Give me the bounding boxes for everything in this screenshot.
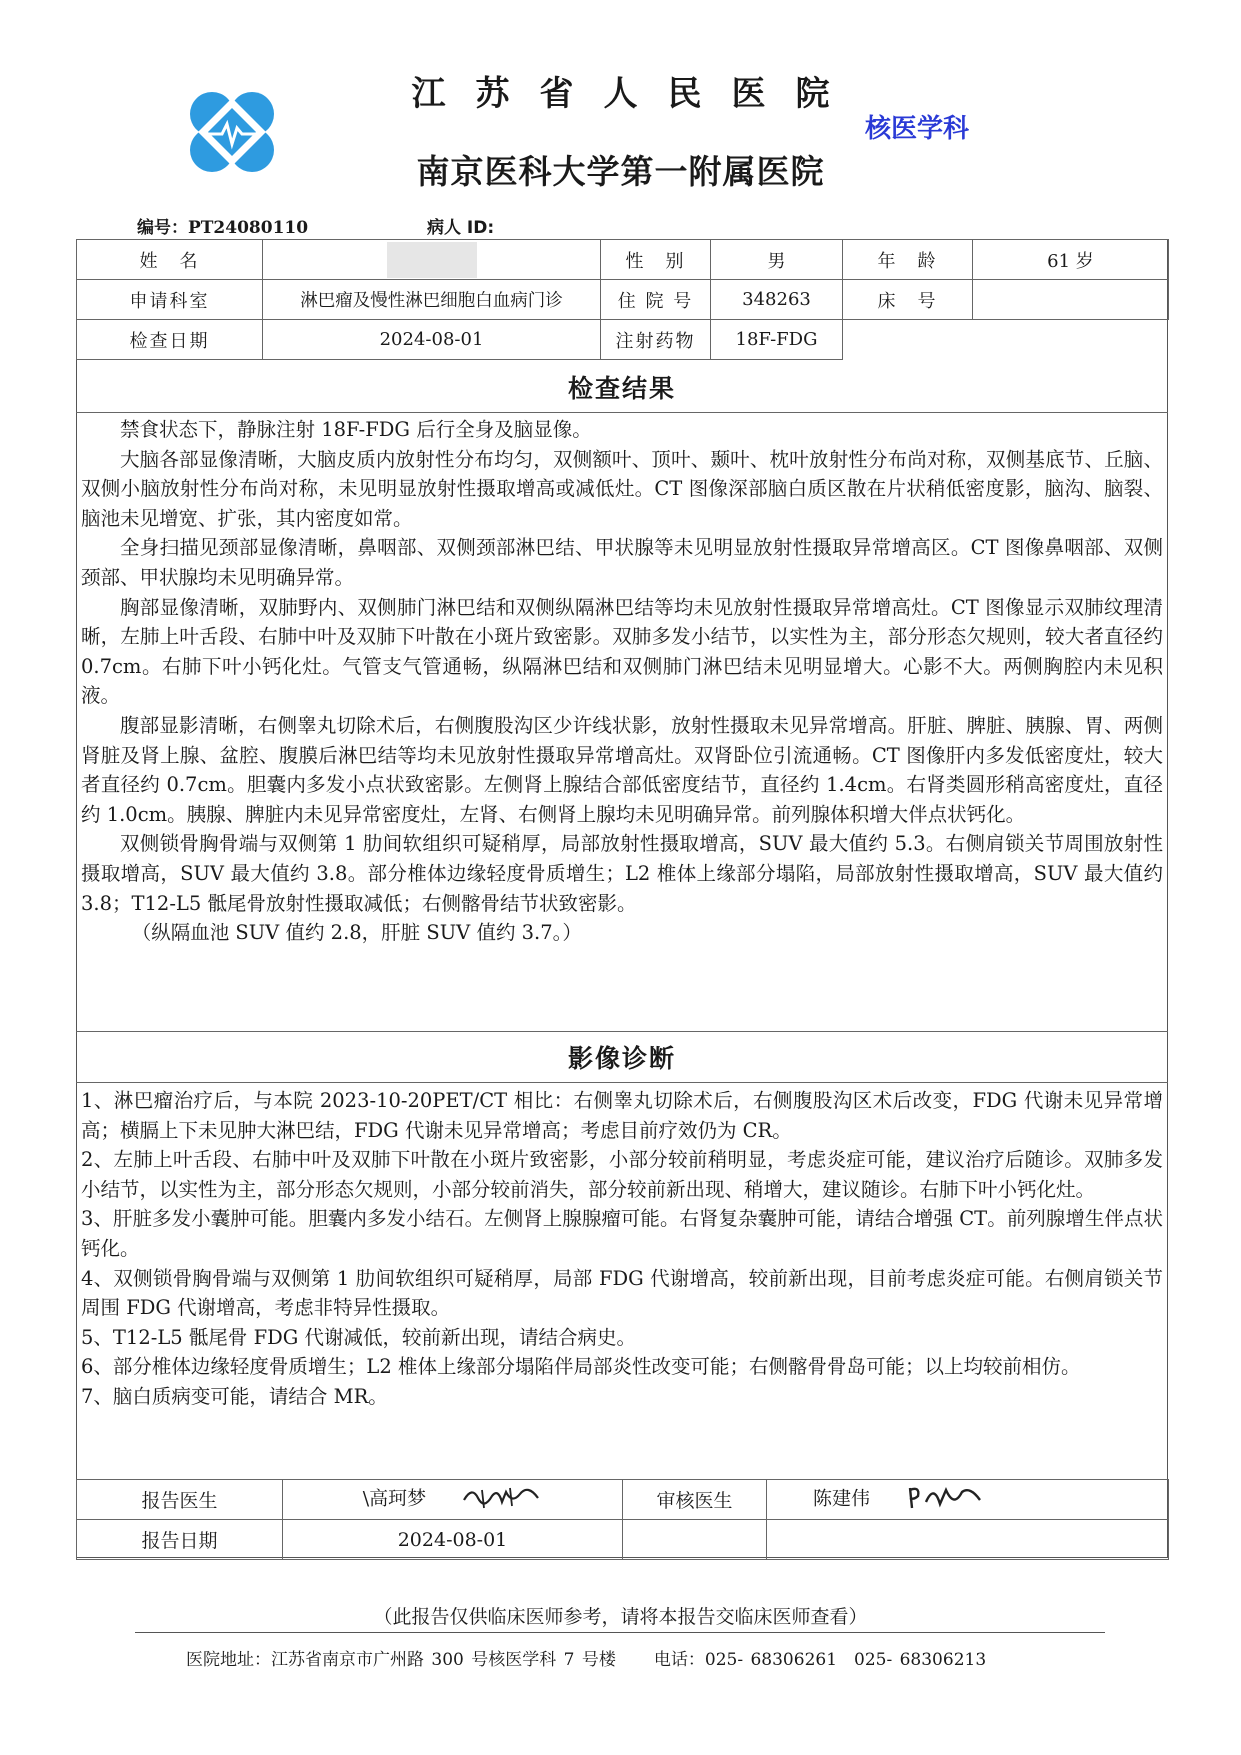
bed-value (973, 280, 1169, 320)
report-date-value: 2024-08-01 (283, 1520, 623, 1560)
department-title: 核医学科 (865, 114, 970, 144)
exam-date-value: 2024-08-01 (263, 320, 601, 360)
table-row (77, 1480, 1169, 1520)
report-number-label: 编号： (137, 218, 188, 238)
patient-info-table (76, 239, 1169, 360)
patient-id (427, 213, 494, 238)
table-row (77, 1520, 1169, 1560)
reviewer-label: 审核医生 (623, 1480, 767, 1520)
reviewer-signature-image (906, 1482, 986, 1517)
diagnosis-body (81, 1086, 1163, 1412)
findings-paragraph: 胸部显像清晰，双肺野内、双侧肺门淋巴结和双侧纵隔淋巴结等均未见放射性摄取异常增高灶。CT 图像显示双肺纹理清晰，左肺上叶舌段、右肺中叶及双肺下叶散在小斑片致密影。双肺多发小结节，以实性为主，部分形态欠规则，较大者直径约 0.7cm。右肺下叶小钙化灶。气管支气管通畅，纵隔淋巴结和双侧肺门淋巴结未见明显增大。心影不大。两侧胸腔内未见积液。 (81, 595, 1163, 708)
dept-value: 淋巴瘤及慢性淋巴细胞白血病门诊 (263, 280, 601, 320)
inpatient-label: 住 院 号 (601, 280, 711, 320)
hospital-subname: 南京医科大学第一附属医院 (416, 152, 825, 191)
report-number-value: PT24080110 (188, 218, 309, 238)
empty-cell (843, 320, 1169, 360)
findings-note: （纵隔血池 SUV 值约 2.8，肝脏 SUV 值约 3.7。） (131, 921, 582, 945)
reviewer-value: 陈建伟 (813, 1487, 871, 1510)
diagnosis-item: 2、左肺上叶舌段、右肺中叶及双肺下叶散在小斑片致密影，小部分较前稍明显，考虑炎症可能，建议治疗后随诊。双肺多发小结节，以实性为主，部分形态欠规则，小部分较前消失，部分较前新出现、稍增大，建议随诊。右肺下叶小钙化灶。 (81, 1148, 1163, 1201)
disclaimer-text: （此报告仅供临床医师参考，请将本报告交临床医师查看） (373, 1606, 868, 1628)
findings-title: 检查结果 (567, 374, 676, 403)
age-label: 年 龄 (843, 240, 973, 280)
diagnosis-item: 5、T12-L5 骶尾骨 FDG 代谢减低，较前新出现，请结合病史。 (81, 1325, 637, 1349)
reviewer-cell (767, 1480, 1169, 1520)
findings-paragraph: 双侧锁骨胸骨端与双侧第 1 肋间软组织可疑稍厚，局部放射性摄取增高，SUV 最大值约 5.3。右侧肩锁关节周围放射性摄取增高，SUV 最大值约 3.8。部分椎体边缘轻度骨质增生；L2 椎体上缘部分塌陷，局部放射性摄取增高，SUV 最大值约 3.8；T12-L5 骶尾骨放射性摄取减低；右侧髂骨结节状致密影。 (81, 832, 1163, 915)
reporter-signature-image (462, 1482, 542, 1517)
exam-date-label: 检查日期 (77, 320, 263, 360)
table-row (77, 320, 1169, 360)
findings-paragraph: 腹部显影清晰，右侧睾丸切除术后，右侧腹股沟区少许线状影，放射性摄取未见异常增高。肝脏、脾脏、胰腺、胃、两侧肾脏及肾上腺、盆腔、腹膜后淋巴结等均未见放射性摄取异常增高灶。双肾卧位引流通畅。CT 图像肝内多发低密度灶，较大者直径约 0.7cm。胆囊内多发小点状致密影。左侧肾上腺结合部低密度结节，直径约 1.4cm。右肾类圆形稍高密度灶，直径约 1.0cm。胰腺、脾脏内未见异常密度灶，左肾、右侧肾上腺均未见明确异常。前列腺体积增大伴点状钙化。 (81, 713, 1163, 826)
diagnosis-item: 6、部分椎体边缘轻度骨质增生；L2 椎体上缘部分塌陷伴局部炎性改变可能；右侧髂骨骨岛可能；以上均较前相仿。 (81, 1355, 1081, 1379)
inpatient-value: 348263 (711, 280, 843, 320)
table-row (77, 280, 1169, 320)
report-number (137, 213, 308, 238)
divider (76, 412, 1168, 413)
name-value (263, 240, 601, 280)
divider (76, 1031, 1168, 1032)
table-row (77, 240, 1169, 280)
findings-body (81, 415, 1163, 948)
bed-label: 床 号 (843, 280, 973, 320)
diagnosis-item: 3、肝脏多发小囊肿可能。胆囊内多发小结石。左侧肾上腺腺瘤可能。右肾复杂囊肿可能，请结合增强 CT。前列腺增生伴点状钙化。 (81, 1207, 1163, 1260)
diagnosis-item: 1、淋巴瘤治疗后，与本院 2023-10-20PET/CT 相比：右侧睾丸切除术后，右侧腹股沟区术后改变，FDG 代谢未见异常增高；横膈上下未见肿大淋巴结，FDG 代谢未见异常增高；考虑目前疗效仍为 CR。 (81, 1089, 1163, 1142)
footer-divider (135, 1632, 1105, 1633)
hospital-name: 江苏省人民医院 (411, 74, 860, 114)
findings-paragraph: 全身扫描见颈部显像清晰，鼻咽部、双侧颈部淋巴结、甲状腺等未见明显放射性摄取异常增高区。CT 图像鼻咽部、双侧颈部、甲状腺均未见明确异常。 (81, 536, 1163, 589)
redacted-name-block (387, 242, 477, 278)
diagnosis-item: 4、双侧锁骨胸骨端与双侧第 1 肋间软组织可疑稍厚，局部 FDG 代谢增高，较前新出现，目前考虑炎症可能。右侧肩锁关节周围 FDG 代谢增高，考虑非特异性摄取。 (81, 1266, 1163, 1320)
findings-paragraph: 禁食状态下，静脉注射 18F-FDG 后行全身及脑显像。 (120, 418, 592, 441)
hospital-phone: 电话：025- 68306261 025- 68306213 (653, 1650, 987, 1670)
report-date-label: 报告日期 (77, 1520, 283, 1560)
drug-value: 18F-FDG (711, 320, 843, 360)
drug-label: 注射药物 (601, 320, 711, 360)
name-label: 姓 名 (77, 240, 263, 280)
reporter-value: \高珂梦 (362, 1487, 427, 1510)
patient-id-label: 病人 ID: (427, 218, 495, 238)
gender-label: 性 别 (601, 240, 711, 280)
signature-table (76, 1479, 1169, 1560)
empty-cell (623, 1520, 767, 1560)
diagnosis-item: 7、脑白质病变可能，请结合 MR。 (81, 1384, 388, 1408)
diagnosis-title: 影像诊断 (567, 1044, 676, 1073)
hospital-address: 医院地址：江苏省南京市广州路 300 号核医学科 7 号楼 (186, 1650, 616, 1670)
findings-paragraph: 大脑各部显像清晰，大脑皮质内放射性分布均匀，双侧额叶、顶叶、颞叶、枕叶放射性分布尚对称，双侧基底节、丘脑、双侧小脑放射性分布尚对称，未见明显放射性摄取增高或减低灶。CT 图像深部脑白质区散在片状稍低密度影，脑沟、脑裂、脑池未见增宽、扩张，其内密度如常。 (81, 447, 1163, 530)
gender-value: 男 (711, 240, 843, 280)
reporter-label: 报告医生 (77, 1480, 283, 1520)
footer-contact (186, 1645, 986, 1670)
age-value: 61 岁 (973, 240, 1169, 280)
divider (76, 1082, 1168, 1083)
reporter-cell (283, 1480, 623, 1520)
dept-label: 申请科室 (77, 280, 263, 320)
empty-cell (767, 1520, 1169, 1560)
